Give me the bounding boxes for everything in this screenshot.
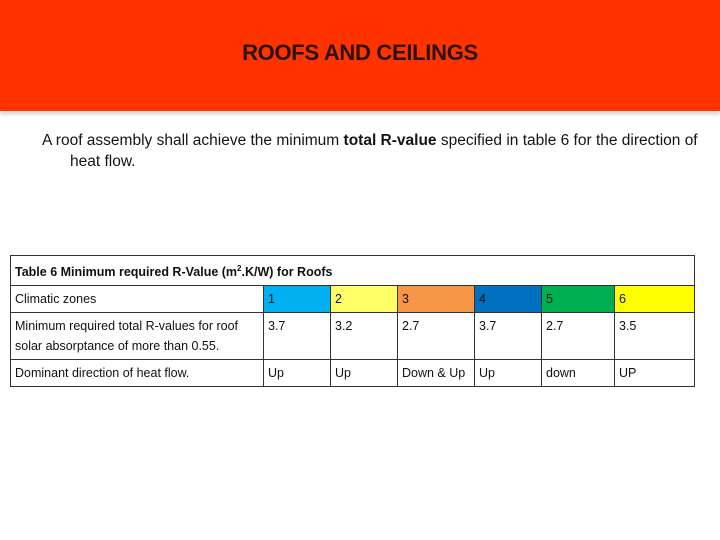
table-cell: Up xyxy=(331,360,398,387)
caption-superscript: 2 xyxy=(237,264,242,273)
table-cell: 3.2 xyxy=(331,313,398,360)
caption-suffix: .K/W) for Roofs xyxy=(241,265,333,280)
zone-cell: 3 xyxy=(398,286,475,313)
zone-cell: 6 xyxy=(615,286,695,313)
row-label: Minimum required total R-values for roof solar absorptance of more than 0.55. xyxy=(11,313,264,360)
zone-cell: 4 xyxy=(475,286,542,313)
table-cell: Down & Up xyxy=(398,360,475,387)
intro-paragraph xyxy=(42,130,710,172)
row-label: Dominant direction of heat flow. xyxy=(11,360,264,387)
intro-bold-term: total R-value xyxy=(343,132,437,149)
table-cell: Up xyxy=(264,360,331,387)
table-caption-row xyxy=(11,256,695,286)
table-row xyxy=(11,286,695,313)
intro-text-after: specified in table 6 for the direction of heat flow. xyxy=(70,132,698,170)
zone-cell: 1 xyxy=(264,286,331,313)
table-row xyxy=(11,360,695,387)
table-caption xyxy=(11,256,695,286)
intro-text-before: A roof assembly shall achieve the minimum xyxy=(42,132,344,149)
r-value-table xyxy=(10,255,695,387)
table-cell: 2.7 xyxy=(542,313,615,360)
caption-prefix: Table 6 Minimum required R-Value (m xyxy=(15,265,238,280)
table-cell: 2.7 xyxy=(398,313,475,360)
table-row xyxy=(11,313,695,360)
row-label: Climatic zones xyxy=(11,286,264,313)
table-cell: Up xyxy=(475,360,542,387)
table-cell: down xyxy=(542,360,615,387)
zone-cell: 5 xyxy=(542,286,615,313)
zone-cell: 2 xyxy=(331,286,398,313)
table-cell: 3.7 xyxy=(475,313,542,360)
table-cell: UP xyxy=(615,360,695,387)
table-cell: 3.5 xyxy=(615,313,695,360)
slide-title: ROOFS AND CEILINGS xyxy=(242,40,478,65)
table-cell: 3.7 xyxy=(264,313,331,360)
